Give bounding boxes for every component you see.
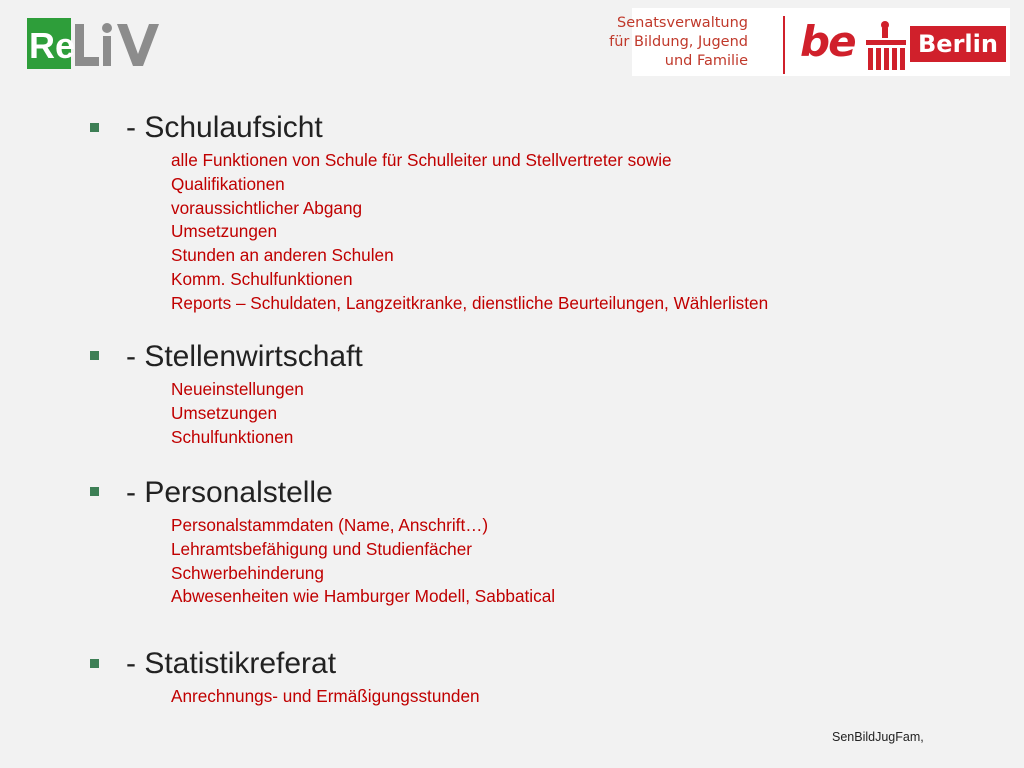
list-item: alle Funktionen von Schule für Schulleiter und Stellvertreter sowie bbox=[171, 150, 672, 170]
be-wordmark: be bbox=[800, 17, 855, 66]
bullet-icon bbox=[90, 487, 99, 496]
sub-list bbox=[171, 378, 304, 449]
bullet-icon bbox=[90, 351, 99, 360]
sub-list bbox=[171, 149, 768, 316]
list-item: Abwesenheiten wie Hamburger Modell, Sabbatical bbox=[171, 586, 556, 607]
list-item: Komm. Schulfunktionen bbox=[171, 268, 353, 289]
list-item: voraussichtlicher Abgang bbox=[171, 197, 363, 218]
berlin-label: Berlin bbox=[910, 26, 1006, 62]
list-item: Stunden an anderen Schulen bbox=[171, 245, 394, 266]
sub-list bbox=[171, 514, 555, 609]
list-item: Lehramtsbefähigung und Studienfächer bbox=[171, 538, 472, 559]
list-item: Anrechnungs- und Ermäßigungsstunden bbox=[171, 686, 480, 706]
section-title: - Stellenwirtschaft bbox=[126, 340, 363, 373]
section-title: - Statistikreferat bbox=[126, 647, 337, 680]
list-item: Schulfunktionen bbox=[171, 426, 294, 447]
list-item: Umsetzungen bbox=[171, 402, 278, 423]
section-title: - Personalstelle bbox=[126, 476, 333, 509]
bullet-icon bbox=[90, 123, 99, 132]
senats-line-3: und Familie bbox=[664, 53, 748, 69]
list-item: Neueinstellungen bbox=[171, 379, 304, 399]
sub-list bbox=[171, 685, 480, 709]
senats-line-1: Senatsverwaltung bbox=[617, 15, 748, 31]
section-title: - Schulaufsicht bbox=[126, 111, 323, 144]
list-item: Personalstammdaten (Name, Anschrift…) bbox=[171, 515, 489, 535]
list-item: Reports – Schuldaten, Langzeitkranke, dienstliche Beurteilungen, Wählerlisten bbox=[171, 292, 769, 313]
list-item: Schwerbehinderung bbox=[171, 562, 324, 583]
reliv-logo-re-text: Re bbox=[29, 25, 76, 66]
list-item: Qualifikationen bbox=[171, 173, 285, 194]
list-item: Umsetzungen bbox=[171, 221, 278, 242]
senats-line-2: für Bildung, Jugend bbox=[609, 34, 748, 50]
bullet-icon bbox=[90, 659, 99, 668]
footer-text: SenBildJugFam, bbox=[832, 730, 924, 744]
